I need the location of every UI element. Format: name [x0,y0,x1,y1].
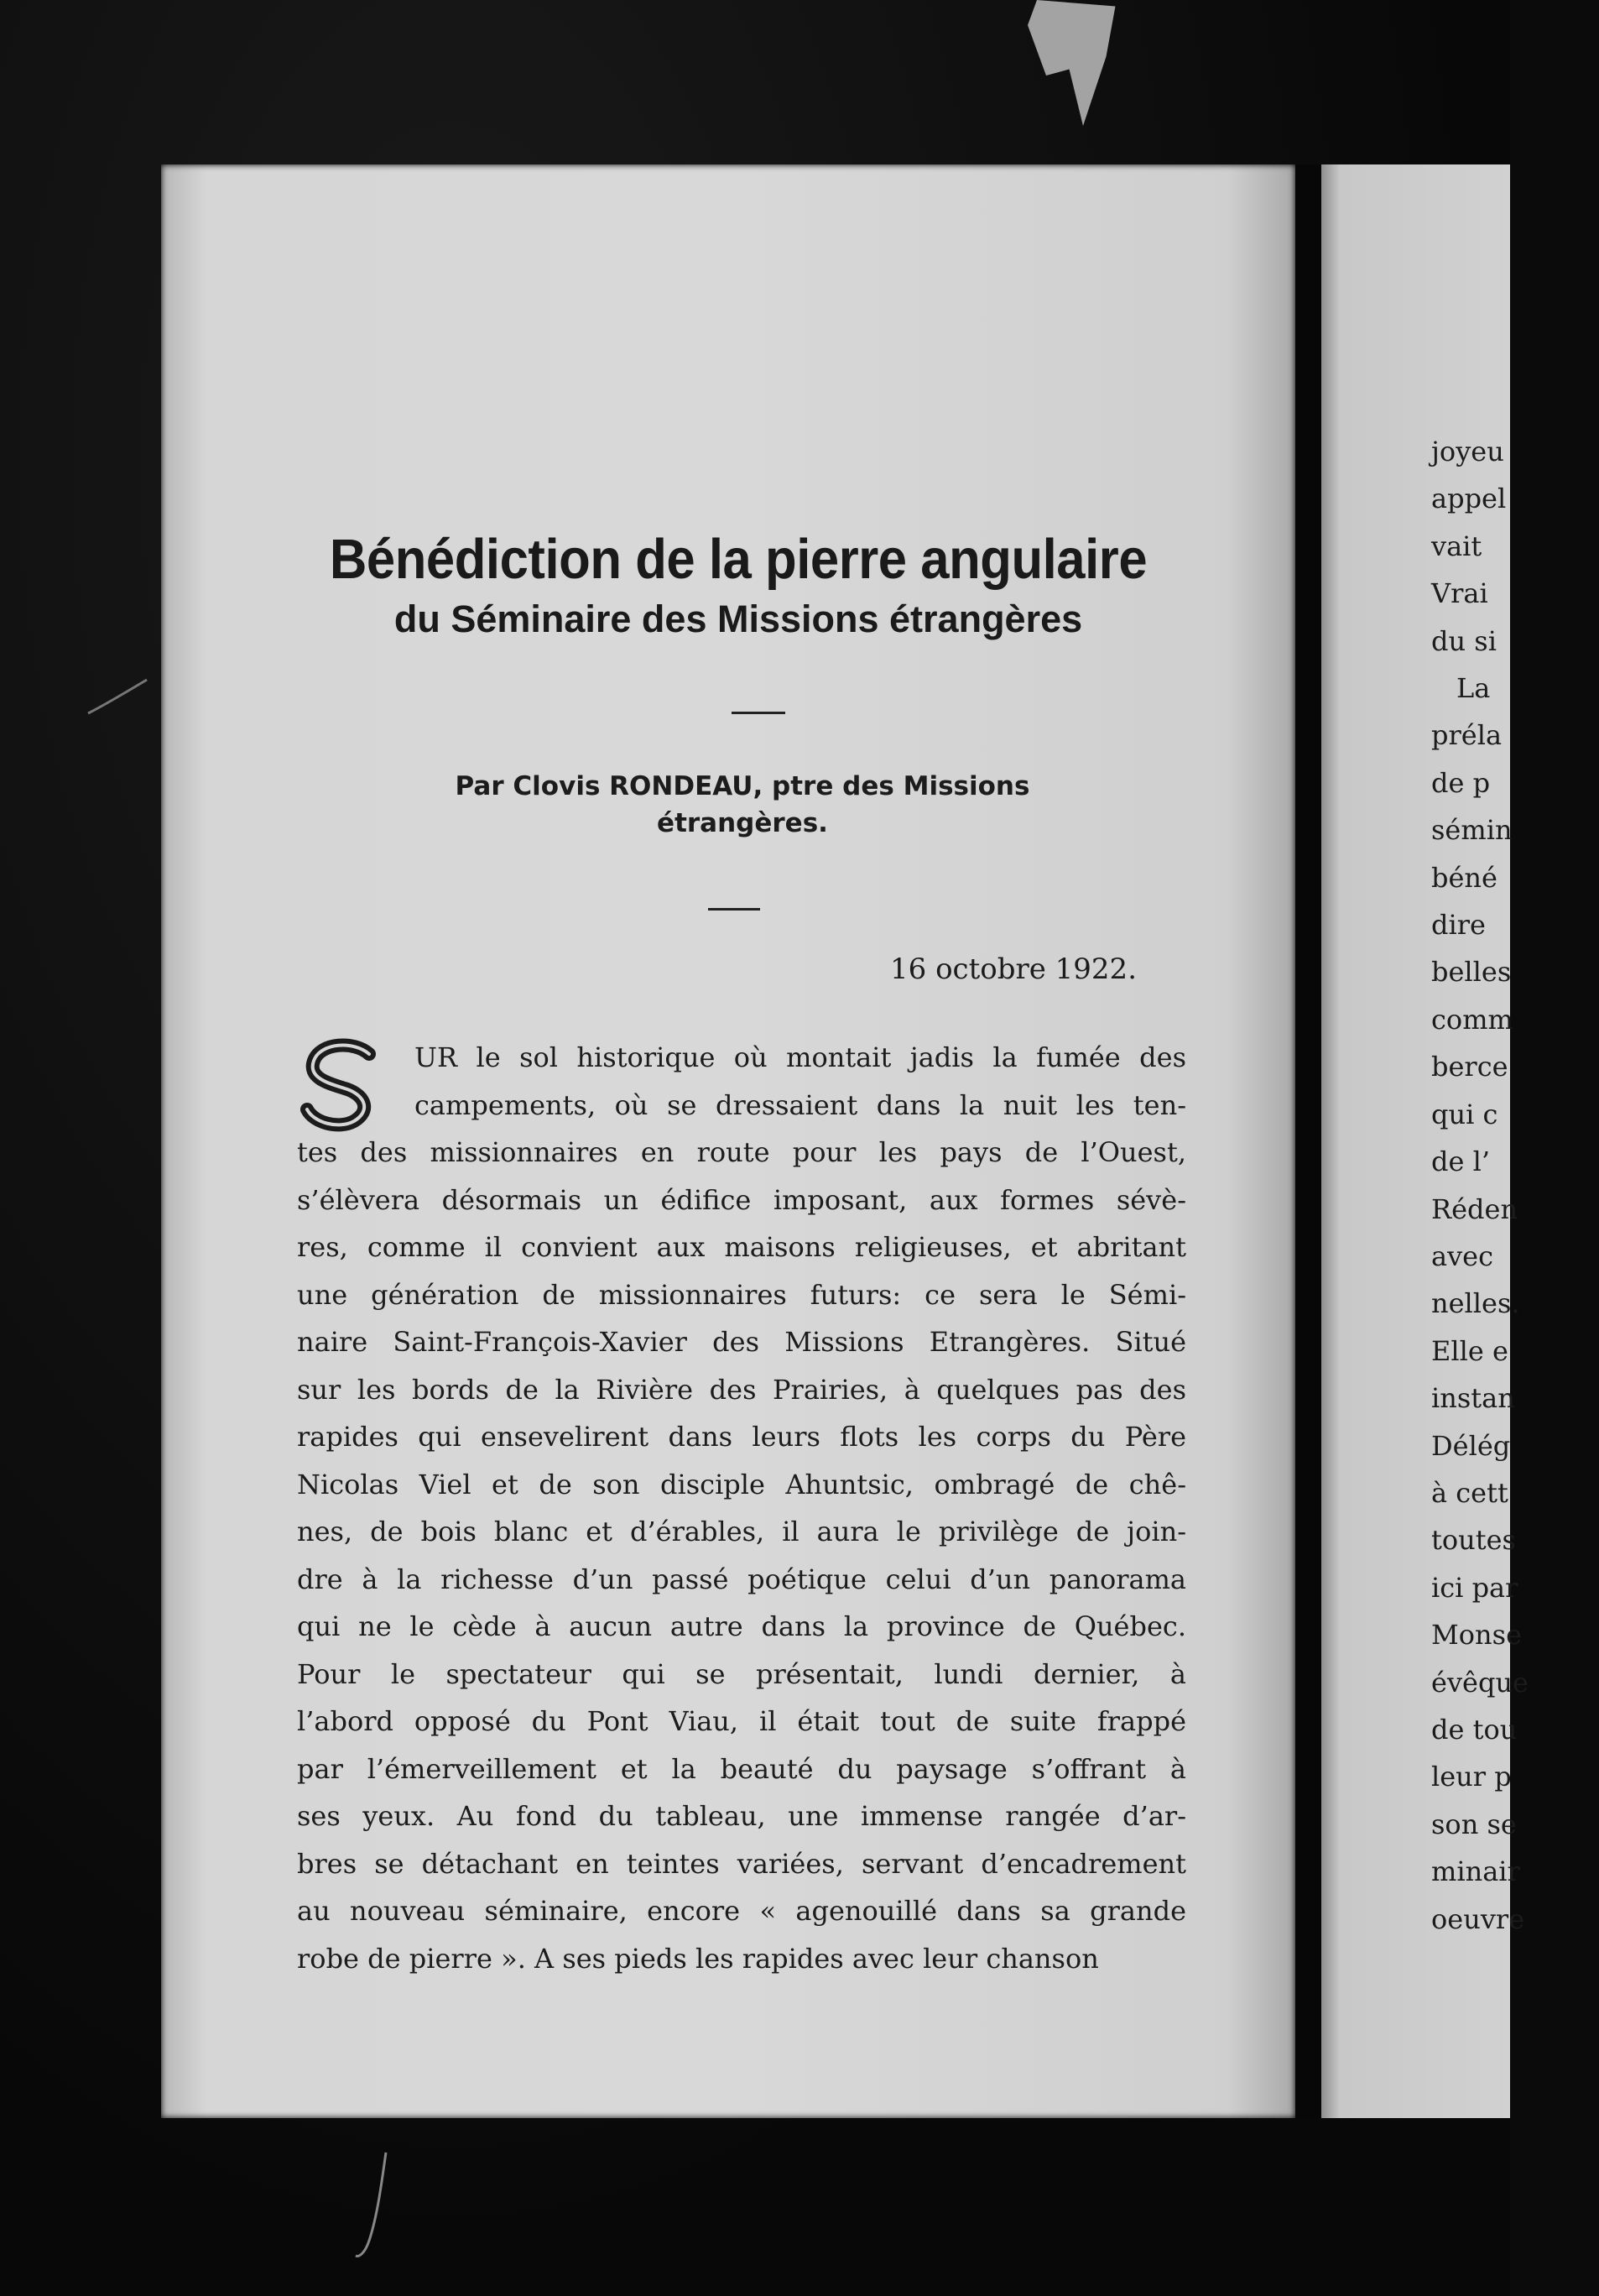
facing-page-line: Monse [1431,1619,1522,1652]
body-line: nes, de bois blanc et d’érables, il aura le privilège de join- [297,1516,1186,1547]
title-divider [732,712,785,714]
facing-page-line: instan [1431,1382,1515,1415]
facing-page-line: appel [1431,483,1507,515]
facing-page-line: préla [1431,719,1503,752]
facing-page-line: belles [1431,956,1512,989]
body-line: qui ne le cède à aucun autre dans la province de Québec. [297,1610,1186,1642]
body-line: Pour le spectateur qui se présentait, lundi dernier, à [297,1657,1186,1690]
facing-page-line: de p [1431,766,1491,799]
facing-page-line: béné [1431,861,1497,894]
body-line: tes des missionnaires en route pour les pays de l’Ouest, [297,1136,1186,1168]
facing-page-line: La [1456,672,1491,705]
facing-page-line: évêque [1431,1666,1529,1699]
facing-page-line: Réden [1431,1192,1518,1225]
facing-page-line: à cett [1431,1476,1508,1509]
facing-page-line: minair [1431,1855,1520,1888]
body-line: ses yeux. Au fond du tableau, une immense rangée d’ar- [297,1800,1186,1832]
margin-scribble [84,671,151,722]
byline-continuation: étrangères. [657,808,828,838]
body-line: au nouveau séminaire, encore « agenouillé dans sa grande [297,1895,1186,1927]
facing-page-line: de tou [1431,1713,1518,1745]
body-line: sur les bords de la Rivière des Prairies, à quelques pas des [297,1373,1186,1406]
body-line: res, comme il convient aux maisons religieuses, et abritant [297,1231,1186,1263]
facing-page-line: Elle e [1431,1334,1508,1367]
facing-page-line: du si [1431,624,1497,657]
facing-page-line: Délég [1431,1429,1511,1462]
body-line: naire Saint-François-Xavier des Missions Etrangères. Situé [297,1326,1186,1358]
facing-page-line: dire [1431,909,1486,942]
body-line: rapides qui ensevelirent dans leurs flots les corps du Père [297,1421,1186,1453]
body-line: par l’émerveillement et la beauté du paysage s’offrant à [297,1752,1186,1785]
body-line: UR le sol historique où montait jadis la fumée des [414,1041,1186,1073]
facing-page-line: qui c [1431,1098,1498,1130]
facing-page-line: de l’ [1431,1145,1490,1178]
article-title: Bénédiction de la pierre angulaire [329,528,1148,591]
margin-scribble [352,2148,403,2274]
drop-cap-letter: S [295,1039,296,1040]
article-body [297,1034,1186,1982]
facing-page-line: comm [1431,1003,1513,1036]
body-line: robe de pierre ». A ses pieds les rapides avec leur chanson [297,1942,1099,1975]
facing-page-line: berce [1431,1051,1508,1083]
facing-page-line: oeuvre [1431,1902,1525,1935]
facing-page-line: son se [1431,1808,1517,1840]
byline-author: Par Clovis RONDEAU, ptre des Missions [455,771,1030,801]
book-gutter [1295,164,1321,2118]
body-line: l’abord opposé du Pont Viau, il était tout de suite frappé [297,1705,1186,1737]
facing-page-line: sémin [1431,814,1513,847]
article-subtitle: du Séminaire des Missions étrangères [393,597,1083,640]
facing-page-line: nelles. [1431,1287,1520,1320]
facing-page-line: joyeu [1431,436,1504,467]
facing-page-line: toutes [1431,1524,1516,1557]
facing-page-line: Vrai [1431,577,1488,610]
facing-page-line: leur p [1431,1761,1512,1793]
body-line: bres se détachant en teintes variées, servant d’encadrement [297,1847,1186,1880]
byline-divider [708,908,760,911]
byline [277,768,1208,842]
article-date: 16 octobre 1922. [890,952,1137,986]
facing-page-line: ici par [1431,1571,1518,1604]
facing-page-line: avec [1431,1239,1494,1272]
body-line: Nicolas Viel et de son disciple Ahuntsic, ombragé de chê- [297,1468,1186,1500]
body-line: campements, où se dressaient dans la nuit les ten- [414,1088,1186,1121]
facing-page-text [1431,428,1599,1943]
body-line: une génération de missionnaires futurs: ce sera le Sémi- [297,1278,1186,1311]
facing-page-line: vait [1431,530,1482,562]
body-line: dre à la richesse d’un passé poétique celui d’un panorama [297,1563,1186,1595]
body-line: s’élèvera désormais un édifice imposant, aux formes sévè- [297,1183,1186,1216]
